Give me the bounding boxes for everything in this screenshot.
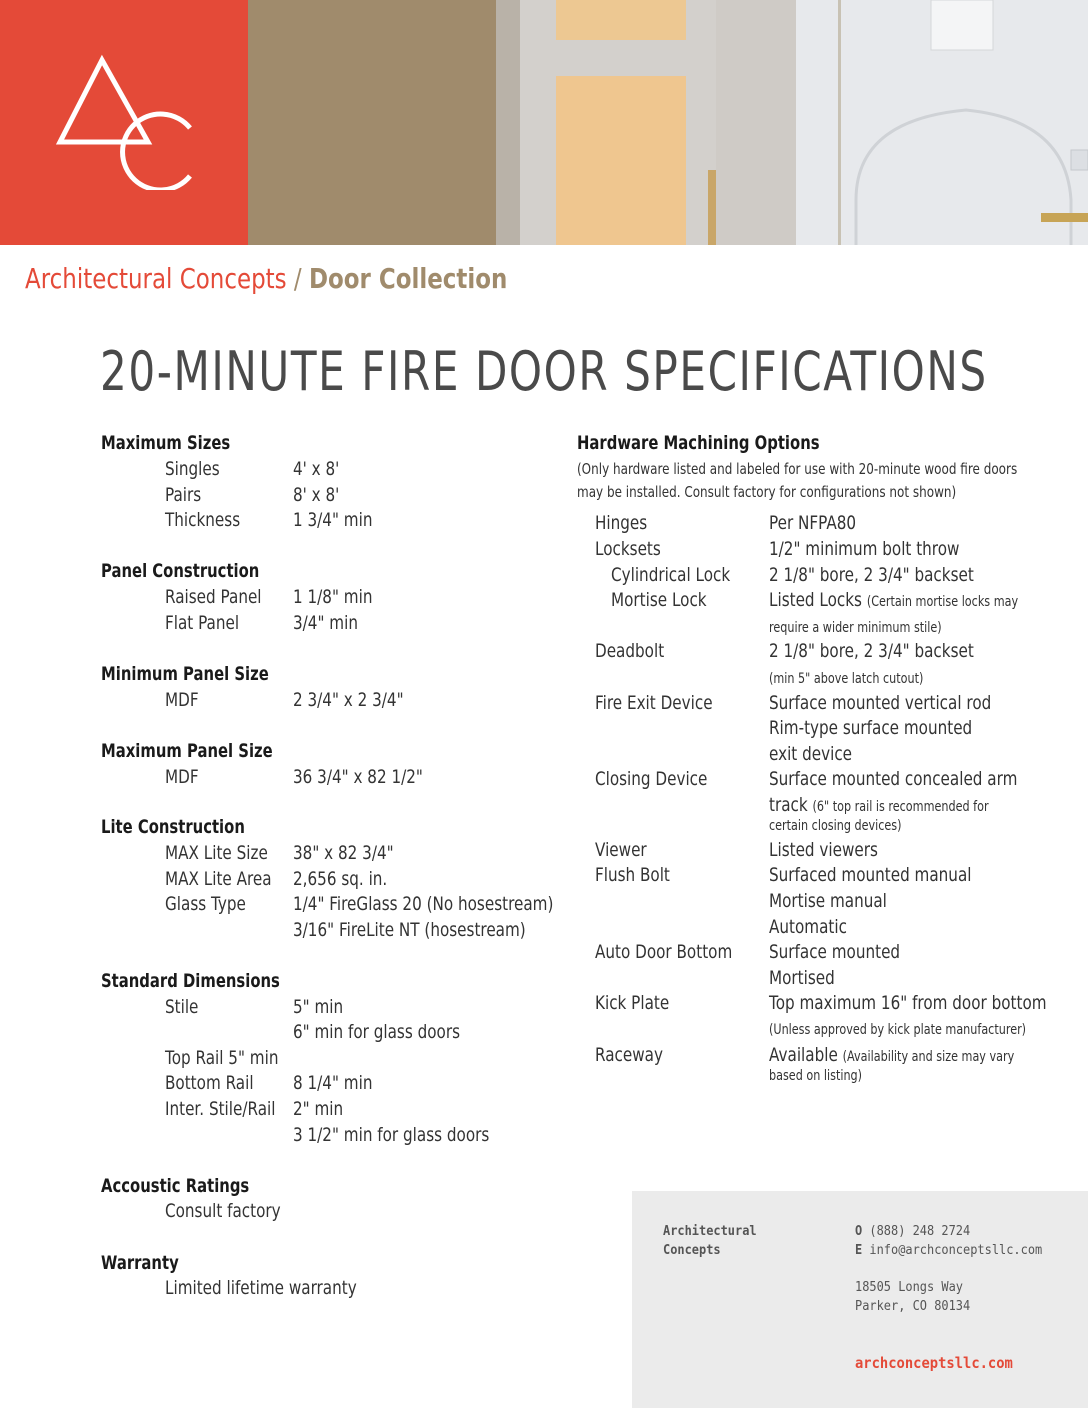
spec-value: 3/4" min — [293, 612, 358, 634]
spec-value: 8 1/4" min — [293, 1072, 373, 1094]
spec-label: Bottom Rail — [165, 1072, 254, 1094]
spec-value: 4' x 8' — [293, 458, 340, 480]
spec-note: require a wider minimum stile) — [769, 620, 942, 636]
spec-value: Top maximum 16" from door bottom — [769, 992, 1047, 1014]
header-tan-block — [248, 0, 496, 245]
website-link[interactable]: archconceptsllc.com — [855, 1354, 1013, 1372]
collection-subtitle — [25, 262, 507, 295]
spec-label: Fire Exit Device — [595, 692, 713, 714]
section-heading: Maximum Sizes — [101, 432, 231, 454]
spec-value: 2,656 sq. in. — [293, 868, 388, 890]
spec-value: 1/4" FireGlass 20 (No hosestream) — [293, 893, 554, 915]
phone-label: O — [855, 1224, 863, 1239]
spec-label: Thickness — [165, 509, 241, 531]
spec-value-main: Listed Locks — [769, 589, 862, 611]
spec-note: (Unless approved by kick plate manufacturer) — [769, 1022, 1027, 1038]
spec-note: (Certain mortise locks may — [866, 594, 1019, 610]
company-name: Architectural Concepts — [25, 262, 287, 295]
contact-company-line2: Concepts — [663, 1243, 721, 1258]
spec-value: Consult factory — [165, 1200, 281, 1222]
spec-label: Deadbolt — [595, 640, 665, 662]
spec-value: Automatic — [769, 916, 847, 938]
spec-value: 3/16" FireLite NT (hosestream) — [293, 919, 526, 941]
email-address: info@archconceptsllc.com — [869, 1243, 1043, 1258]
spec-label: MAX Lite Size — [165, 842, 268, 864]
spec-value: Surface mounted — [769, 941, 901, 963]
spec-value: 2 1/8" bore, 2 3/4" backset — [769, 640, 974, 662]
spec-value: 38" x 82 3/4" — [293, 842, 394, 864]
spec-label: Raised Panel — [165, 586, 262, 608]
spec-value: Limited lifetime warranty — [165, 1277, 357, 1299]
contact-box — [632, 1191, 1088, 1408]
spec-note: (6" top rail is recommended for — [812, 799, 989, 815]
header-red-block — [0, 0, 248, 245]
section-heading: Maximum Panel Size — [101, 740, 273, 762]
spec-label: Pairs — [165, 484, 202, 506]
spec-label: Cylindrical Lock — [611, 564, 731, 586]
spec-note: (min 5" above latch cutout) — [769, 671, 924, 687]
spec-value: 2 3/4" x 2 3/4" — [293, 689, 404, 711]
spec-label: Auto Door Bottom — [595, 941, 733, 963]
contact-phone[interactable] — [855, 1224, 970, 1239]
spec-value: Surface mounted vertical rod — [769, 692, 992, 714]
spec-label: Stile — [165, 996, 199, 1018]
triangle-circle-logo-icon — [50, 50, 200, 190]
spec-label: Viewer — [595, 839, 647, 861]
spec-value: Surface mounted concealed arm — [769, 768, 1018, 790]
spec-value: 1 3/4" min — [293, 509, 373, 531]
spec-value-main: Available — [769, 1044, 838, 1066]
spec-label: Raceway — [595, 1044, 663, 1066]
spec-value — [769, 1044, 1014, 1066]
spec-value: 36 3/4" x 82 1/2" — [293, 766, 423, 788]
spec-value: Surfaced mounted manual — [769, 864, 972, 886]
spec-value: 2" min — [293, 1098, 344, 1120]
contact-company-line1: Architectural — [663, 1224, 757, 1239]
section-heading: Panel Construction — [101, 560, 260, 582]
spec-value: Per NFPA80 — [769, 512, 857, 534]
section-heading: Warranty — [101, 1252, 179, 1274]
spec-note: (Availability and size may vary — [842, 1049, 1015, 1065]
intro-note: may be installed. Consult factory for configurations not shown) — [577, 483, 957, 501]
spec-value: 5" min — [293, 996, 344, 1018]
spec-label: Inter. Stile/Rail — [165, 1098, 276, 1120]
section-heading: Hardware Machining Options — [577, 432, 820, 454]
spec-note: certain closing devices) — [769, 818, 902, 834]
spec-value — [769, 589, 1018, 611]
spec-label: Kick Plate — [595, 992, 670, 1014]
door-photo — [496, 0, 1088, 245]
contact-email[interactable] — [855, 1243, 1042, 1258]
contact-address-line1: 18505 Longs Way — [855, 1280, 964, 1295]
spec-label: MAX Lite Area — [165, 868, 272, 890]
intro-note: (Only hardware listed and labeled for use with 20-minute wood fire doors — [577, 460, 1018, 478]
section-heading: Standard Dimensions — [101, 970, 280, 992]
spec-value: 3 1/2" min for glass doors — [293, 1124, 490, 1146]
spec-label: Hinges — [595, 512, 648, 534]
spec-label: Mortise Lock — [611, 589, 707, 611]
spec-label: Closing Device — [595, 768, 708, 790]
spec-label: MDF — [165, 689, 199, 711]
spec-value: exit device — [769, 743, 853, 765]
section-heading: Lite Construction — [101, 816, 245, 838]
collection-name: Door Collection — [308, 262, 508, 295]
spec-label: Glass Type — [165, 893, 246, 915]
page-title: 20-MINUTE FIRE DOOR SPECIFICATIONS — [100, 340, 988, 403]
phone-number: (888) 248 2724 — [869, 1224, 971, 1239]
section-heading: Accoustic Ratings — [101, 1175, 250, 1197]
spec-value: Mortise manual — [769, 890, 887, 912]
email-label: E — [855, 1243, 863, 1258]
spec-value: 8' x 8' — [293, 484, 340, 506]
spec-value: Listed viewers — [769, 839, 878, 861]
spec-label: Singles — [165, 458, 220, 480]
spec-value: Mortised — [769, 967, 835, 989]
spec-value: 6" min for glass doors — [293, 1021, 460, 1043]
spec-label: Flush Bolt — [595, 864, 670, 886]
spec-label: MDF — [165, 766, 199, 788]
spec-value — [769, 794, 989, 816]
contact-address-line2: Parker, CO 80134 — [855, 1299, 971, 1314]
spec-value: 2 1/8" bore, 2 3/4" backset — [769, 564, 974, 586]
section-heading: Minimum Panel Size — [101, 663, 269, 685]
spec-value: Rim-type surface mounted — [769, 717, 973, 739]
subtitle-separator: / — [286, 262, 309, 295]
spec-value-main: track — [769, 794, 808, 816]
spec-note: based on listing) — [769, 1068, 863, 1084]
spec-label: Top Rail 5" min — [165, 1047, 279, 1069]
spec-label: Locksets — [595, 538, 661, 560]
spec-value: 1/2" minimum bolt throw — [769, 538, 960, 560]
spec-label: Flat Panel — [165, 612, 240, 634]
spec-value: 1 1/8" min — [293, 586, 373, 608]
